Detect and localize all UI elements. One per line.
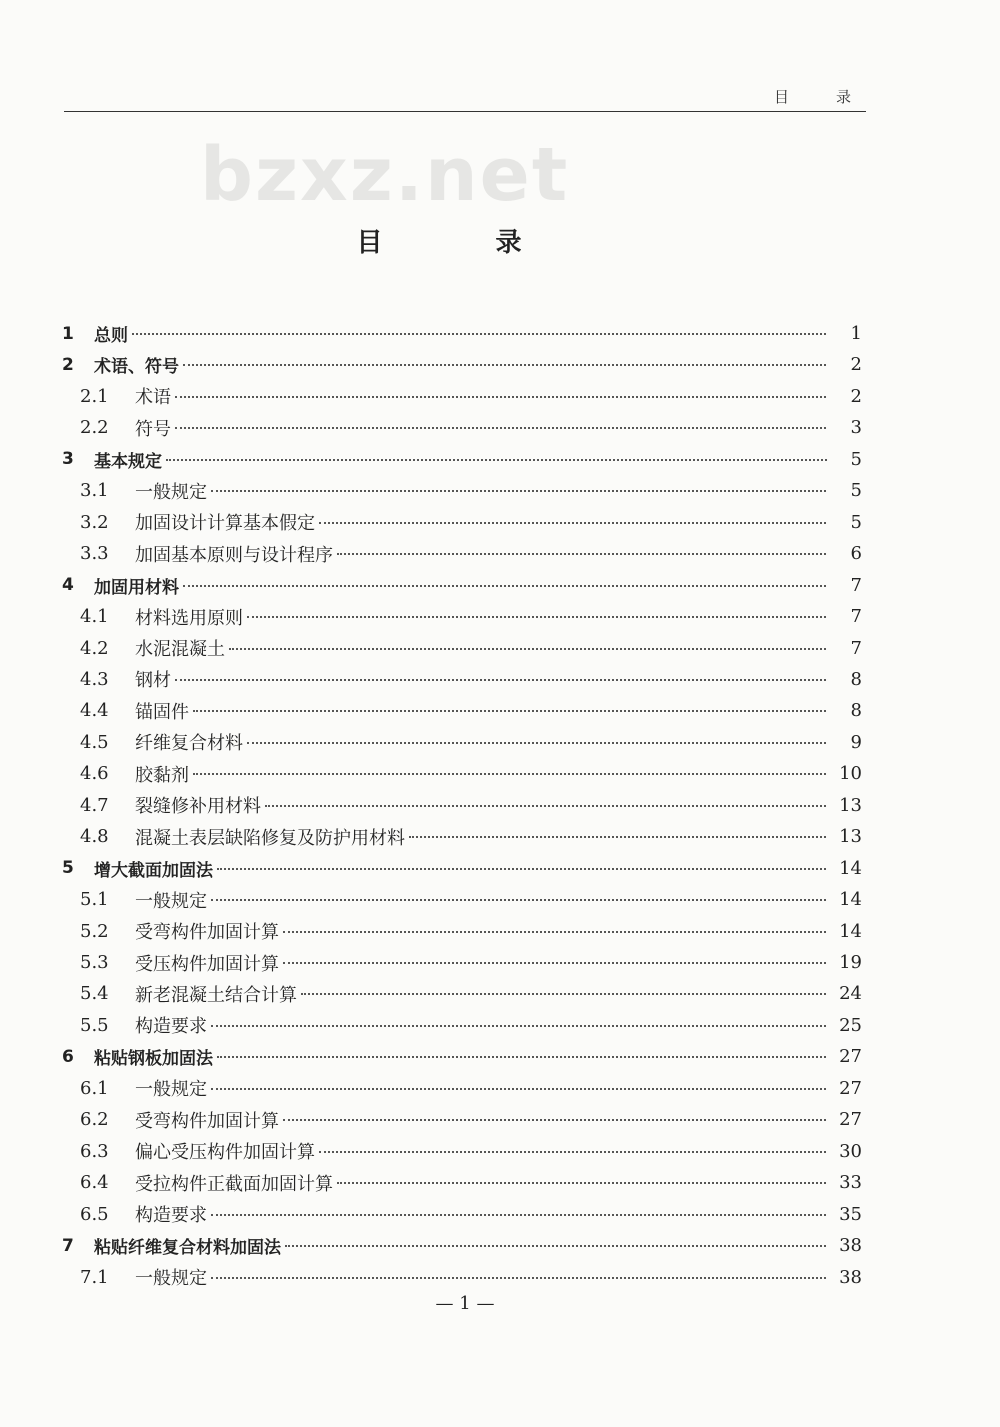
toc-entry-page: 7	[828, 638, 862, 659]
toc-entry-label: 裂缝修补用材料	[135, 792, 265, 818]
toc-entry-number: 3.2	[80, 511, 109, 533]
toc-leader-dots	[247, 616, 830, 618]
toc-entry[interactable]	[0, 538, 1000, 569]
toc-leader-dots	[175, 396, 830, 398]
header-rule	[64, 111, 866, 112]
toc-entry-label: 加固设计计算基本假定	[135, 509, 319, 535]
toc-entry-page: 5	[828, 449, 862, 470]
toc-entry-page: 1	[828, 323, 862, 344]
toc-leader-dots	[217, 868, 830, 870]
toc-entry-label: 构造要求	[135, 1012, 211, 1038]
toc-entry[interactable]	[0, 349, 1000, 380]
toc-entry-label: 一般规定	[135, 1264, 211, 1290]
toc-entry-label: 锚固件	[135, 698, 193, 724]
toc-leader-dots	[229, 648, 830, 650]
toc-entry[interactable]	[0, 1136, 1000, 1167]
toc-entry-number: 4.2	[80, 637, 109, 659]
toc-entry-label: 增大截面加固法	[94, 856, 217, 881]
toc-entry-page: 13	[828, 795, 862, 816]
toc-entry-label: 总则	[94, 321, 132, 346]
toc-leader-dots	[211, 490, 830, 492]
toc-entry-number: 7.1	[80, 1266, 109, 1288]
toc-entry-page: 7	[828, 606, 862, 627]
toc-entry-page: 5	[828, 480, 862, 501]
toc-entry-label: 钢材	[135, 666, 175, 692]
toc-entry-number: 2.1	[80, 385, 109, 407]
toc-leader-dots	[193, 773, 830, 775]
toc-leader-dots	[217, 1056, 830, 1058]
page-number: — 1 —	[435, 1293, 495, 1314]
toc-leader-dots	[337, 1182, 830, 1184]
toc-leader-dots	[319, 1151, 830, 1153]
toc-leader-dots	[166, 459, 830, 461]
toc-entry[interactable]	[0, 727, 1000, 758]
toc-entry[interactable]	[0, 412, 1000, 443]
toc-entry-number: 4.6	[80, 763, 109, 785]
toc-entry-page: 9	[828, 732, 862, 753]
toc-leader-dots	[175, 679, 830, 681]
toc-entry[interactable]	[0, 853, 1000, 884]
toc-entry-number: 2.2	[80, 417, 109, 439]
toc-entry-page: 8	[828, 669, 862, 690]
toc-leader-dots	[265, 805, 830, 807]
toc-entry-number: 4.1	[80, 606, 109, 628]
toc-entry-number: 6.3	[80, 1140, 109, 1162]
toc-entry-label: 一般规定	[135, 478, 211, 504]
toc-entry[interactable]	[0, 570, 1000, 601]
toc-entry-label: 术语、符号	[94, 352, 183, 377]
toc-leader-dots	[211, 1214, 830, 1216]
toc-entry-number: 6.2	[80, 1109, 109, 1131]
toc-entry-page: 8	[828, 700, 862, 721]
toc-entry[interactable]	[0, 978, 1000, 1009]
toc-entry[interactable]	[0, 758, 1000, 789]
page-title: 目 录	[356, 228, 574, 258]
toc-leader-dots	[301, 993, 830, 995]
toc-entry-number: 4.4	[80, 700, 109, 722]
toc-entry-page: 33	[828, 1172, 862, 1193]
toc-entry-number: 5.4	[80, 983, 109, 1005]
toc-leader-dots	[337, 553, 830, 555]
toc-entry-label: 粘贴钢板加固法	[94, 1044, 217, 1069]
toc-entry[interactable]	[0, 318, 1000, 349]
toc-entry-page: 6	[828, 543, 862, 564]
toc-entry[interactable]	[0, 1167, 1000, 1198]
toc-entry-page: 25	[828, 1015, 862, 1036]
toc-entry-page: 10	[828, 763, 862, 784]
toc-entry-page: 2	[828, 354, 862, 375]
toc-entry-label: 构造要求	[135, 1201, 211, 1227]
toc-entry-number: 6.4	[80, 1172, 109, 1194]
toc-entry[interactable]	[0, 884, 1000, 915]
toc-entry[interactable]	[0, 1199, 1000, 1230]
toc-entry-number: 7	[62, 1235, 74, 1256]
toc-entry-label: 受压构件加固计算	[135, 950, 283, 976]
toc-entry-label: 材料选用原则	[135, 604, 247, 630]
toc-entry-label: 加固基本原则与设计程序	[135, 541, 337, 567]
toc-entry-label: 术语	[135, 383, 175, 409]
toc-entry-number: 3.1	[80, 480, 109, 502]
toc-entry-page: 27	[828, 1046, 862, 1067]
toc-entry-label: 符号	[135, 415, 175, 441]
running-head: 目 录	[773, 88, 867, 106]
toc-entry-number: 5.1	[80, 889, 109, 911]
toc-leader-dots	[283, 931, 830, 933]
toc-entry[interactable]	[0, 381, 1000, 412]
toc-entry-page: 14	[828, 889, 862, 910]
toc-leader-dots	[319, 522, 830, 524]
toc-entry-number: 5.5	[80, 1014, 109, 1036]
toc-entry[interactable]	[0, 916, 1000, 947]
toc-leader-dots	[211, 1088, 830, 1090]
toc-entry-number: 2	[62, 354, 74, 375]
toc-entry-page: 5	[828, 512, 862, 533]
toc-entry-label: 一般规定	[135, 1075, 211, 1101]
toc-entry-page: 3	[828, 417, 862, 438]
toc-entry-number: 4	[62, 575, 74, 596]
toc-entry[interactable]	[0, 1010, 1000, 1041]
toc-entry-number: 4.7	[80, 794, 109, 816]
toc-entry[interactable]	[0, 1262, 1000, 1293]
toc-entry-number: 6.5	[80, 1203, 109, 1225]
toc-entry[interactable]	[0, 475, 1000, 506]
toc-entry-page: 38	[828, 1267, 862, 1288]
toc-entry[interactable]	[0, 444, 1000, 475]
toc-entry-page: 35	[828, 1204, 862, 1225]
toc-leader-dots	[132, 333, 830, 335]
toc-entry-page: 38	[828, 1235, 862, 1256]
toc-entry-label: 受弯构件加固计算	[135, 1107, 283, 1133]
toc-entry[interactable]	[0, 1041, 1000, 1072]
toc-entry-label: 新老混凝土结合计算	[135, 981, 301, 1007]
toc-entry[interactable]	[0, 821, 1000, 852]
toc-leader-dots	[409, 836, 830, 838]
watermark: bzxz.net	[200, 132, 570, 218]
toc-entry-page: 7	[828, 575, 862, 596]
toc-leader-dots	[183, 585, 830, 587]
toc-entry[interactable]	[0, 695, 1000, 726]
toc-entry-page: 13	[828, 826, 862, 847]
toc-entry-page: 2	[828, 386, 862, 407]
toc-entry-number: 1	[62, 323, 74, 344]
toc-entry-label: 受拉构件正截面加固计算	[135, 1170, 337, 1196]
toc-entry-number: 4.3	[80, 668, 109, 690]
toc-entry-label: 纤维复合材料	[135, 729, 247, 755]
toc-entry[interactable]	[0, 601, 1000, 632]
toc-entry-label: 一般规定	[135, 887, 211, 913]
toc-entry-label: 加固用材料	[94, 573, 183, 598]
toc-entry-label: 基本规定	[94, 447, 166, 472]
toc-entry-number: 3.3	[80, 543, 109, 565]
toc-entry-page: 14	[828, 921, 862, 942]
toc-entry-label: 胶黏剂	[135, 761, 193, 787]
toc-entry-number: 4.8	[80, 826, 109, 848]
toc-entry-number: 5.2	[80, 920, 109, 942]
toc-leader-dots	[211, 899, 830, 901]
toc-leader-dots	[211, 1277, 830, 1279]
toc-entry-page: 27	[828, 1109, 862, 1130]
toc-leader-dots	[211, 1025, 830, 1027]
toc-entry-number: 5	[62, 858, 74, 879]
toc-entry-page: 19	[828, 952, 862, 973]
toc-entry-label: 混凝土表层缺陷修复及防护用材料	[135, 824, 409, 850]
toc-leader-dots	[283, 1119, 830, 1121]
toc-leader-dots	[175, 427, 830, 429]
toc-entry[interactable]	[0, 1104, 1000, 1135]
toc-entry-label: 水泥混凝土	[135, 635, 229, 661]
toc-leader-dots	[247, 742, 830, 744]
toc-entry[interactable]	[0, 1230, 1000, 1261]
toc-entry-number: 3	[62, 449, 74, 470]
toc-entry-page: 24	[828, 983, 862, 1004]
toc-entry-label: 受弯构件加固计算	[135, 918, 283, 944]
toc-leader-dots	[283, 962, 830, 964]
toc-entry[interactable]	[0, 507, 1000, 538]
toc-entry-number: 4.5	[80, 731, 109, 753]
toc-entry-label: 偏心受压构件加固计算	[135, 1138, 319, 1164]
toc-entry[interactable]	[0, 947, 1000, 978]
toc-entry-page: 27	[828, 1078, 862, 1099]
toc-entry-number: 6.1	[80, 1077, 109, 1099]
toc-entry-page: 14	[828, 858, 862, 879]
toc-entry[interactable]	[0, 1073, 1000, 1104]
toc-entry[interactable]	[0, 633, 1000, 664]
toc-entry-label: 粘贴纤维复合材料加固法	[94, 1233, 285, 1258]
toc-entry[interactable]	[0, 664, 1000, 695]
toc-leader-dots	[183, 364, 830, 366]
toc-leader-dots	[285, 1245, 830, 1247]
toc-entry-page: 30	[828, 1141, 862, 1162]
toc-leader-dots	[193, 710, 830, 712]
toc-entry-number: 5.3	[80, 952, 109, 973]
toc-entry-number: 6	[62, 1046, 74, 1067]
toc-entry[interactable]	[0, 790, 1000, 821]
